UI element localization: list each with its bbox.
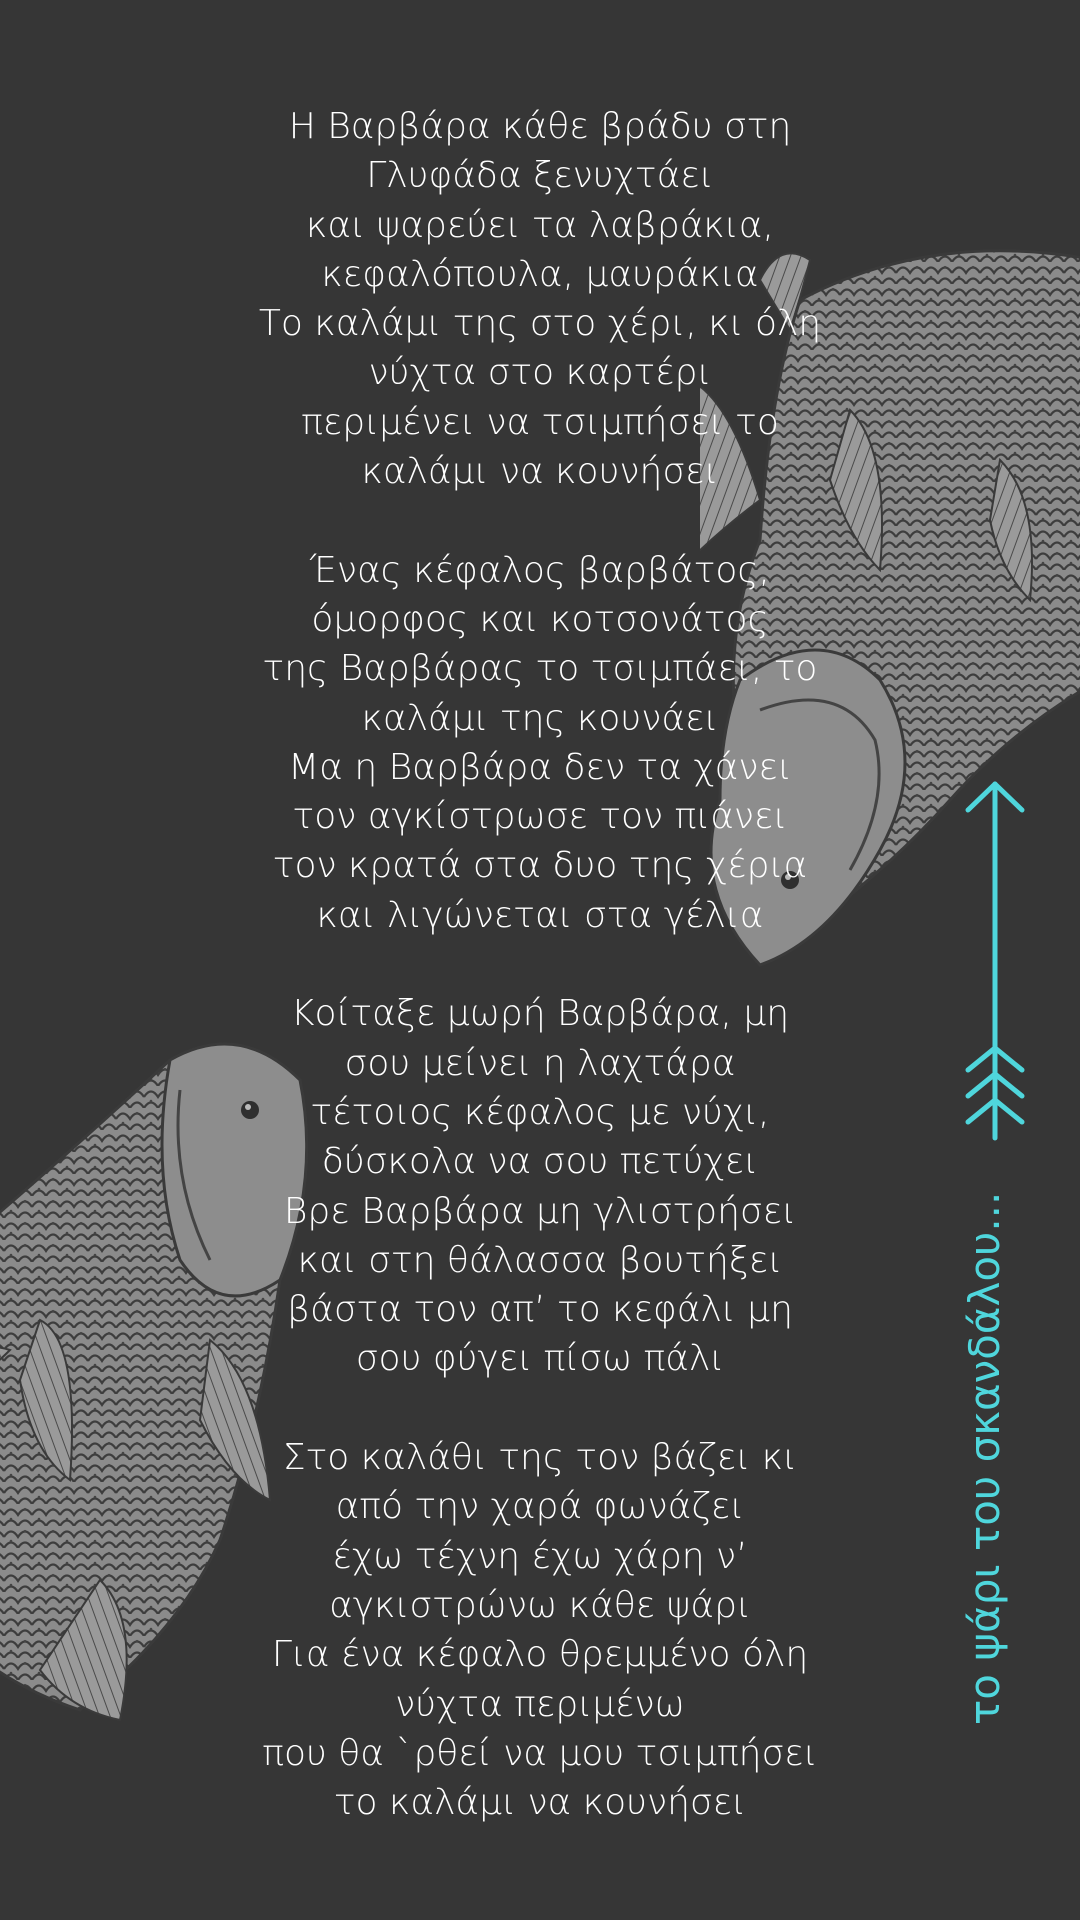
- lyric-line: Το καλάμι της στο χέρι, κι όλη: [258, 303, 822, 345]
- stanza-4: [160, 1433, 920, 1827]
- lyric-line: περιμένει να τσιμπήσει το: [301, 401, 779, 443]
- lyric-line: τον κρατά στα δυο της χέρια: [272, 845, 808, 887]
- lyric-line: όμορφος και κοτσονάτος: [311, 598, 769, 640]
- lyric-line: κεφαλόπουλα, μαυράκια: [321, 253, 759, 295]
- stanza-3: [160, 989, 920, 1383]
- stanza-2: [160, 546, 920, 940]
- lyric-line: βάστα τον απ’ το κεφάλι μη: [287, 1289, 793, 1331]
- lyric-line: της Βαρβάρας το τσιμπάει, το: [262, 648, 818, 690]
- lyric-line: Η Βαρβάρα κάθε βράδυ στη: [288, 106, 792, 147]
- lyric-line: Γλυφάδα ξενυχτάει: [366, 155, 714, 197]
- lyric-line: και ψαρεύει τα λαβράκια,: [306, 204, 774, 246]
- lyric-line: νύχτα περιμένω: [395, 1683, 685, 1725]
- lyric-line: έχω τέχνη έχω χάρη ν’: [332, 1535, 748, 1577]
- lyric-line: νύχτα στο καρτέρι: [368, 352, 712, 394]
- lyric-line: καλάμι να κουνήσει: [361, 451, 719, 493]
- lyric-line: σου φύγει πίσω πάλι: [355, 1338, 725, 1380]
- side-caption: το ψάρι του σκανδάλου...: [960, 1191, 1009, 1725]
- lyric-line: αγκιστρώνω κάθε ψάρι: [329, 1584, 751, 1626]
- lyric-line: Στο καλάθι της τον βάζει κι: [282, 1437, 798, 1479]
- lyric-line: Ένας κέφαλος βαρβάτος,: [309, 549, 771, 591]
- lyric-line: τέτοιος κέφαλος με νύχι,: [310, 1091, 770, 1133]
- lyric-line: και λιγώνεται στα γέλια: [316, 894, 764, 936]
- lyric-line: Μα η Βαρβάρα δεν τα χάνει: [288, 746, 792, 788]
- lyric-line: καλάμι της κουνάει: [361, 697, 719, 739]
- arrow-up-icon: [960, 780, 1030, 1150]
- lyric-line: Βρε Βαρβάρα μη γλιστρήσει: [283, 1190, 797, 1232]
- lyric-line: Για ένα κέφαλο θρεμμένο όλη: [271, 1634, 809, 1676]
- lyric-line: το καλάμι να κουνήσει: [333, 1782, 747, 1824]
- stanza-1: [160, 102, 920, 496]
- lyric-line: Κοίταξε μωρή Βαρβάρα, μη: [290, 993, 790, 1035]
- lyric-line: σου μείνει η λαχτάρα: [344, 1042, 736, 1084]
- lyric-line: που θα `ρθεί να μου τσιμπήσει: [262, 1732, 818, 1774]
- lyric-line: και στη θάλασσα βουτήξει: [297, 1239, 783, 1281]
- lyric-line: δύσκολα να σου πετύχει: [321, 1141, 759, 1183]
- lyric-line: τον αγκίστρωσε τον πιάνει: [292, 796, 788, 838]
- lyric-line: από την χαρά φωνάζει: [335, 1486, 745, 1528]
- lyrics: [160, 102, 920, 1827]
